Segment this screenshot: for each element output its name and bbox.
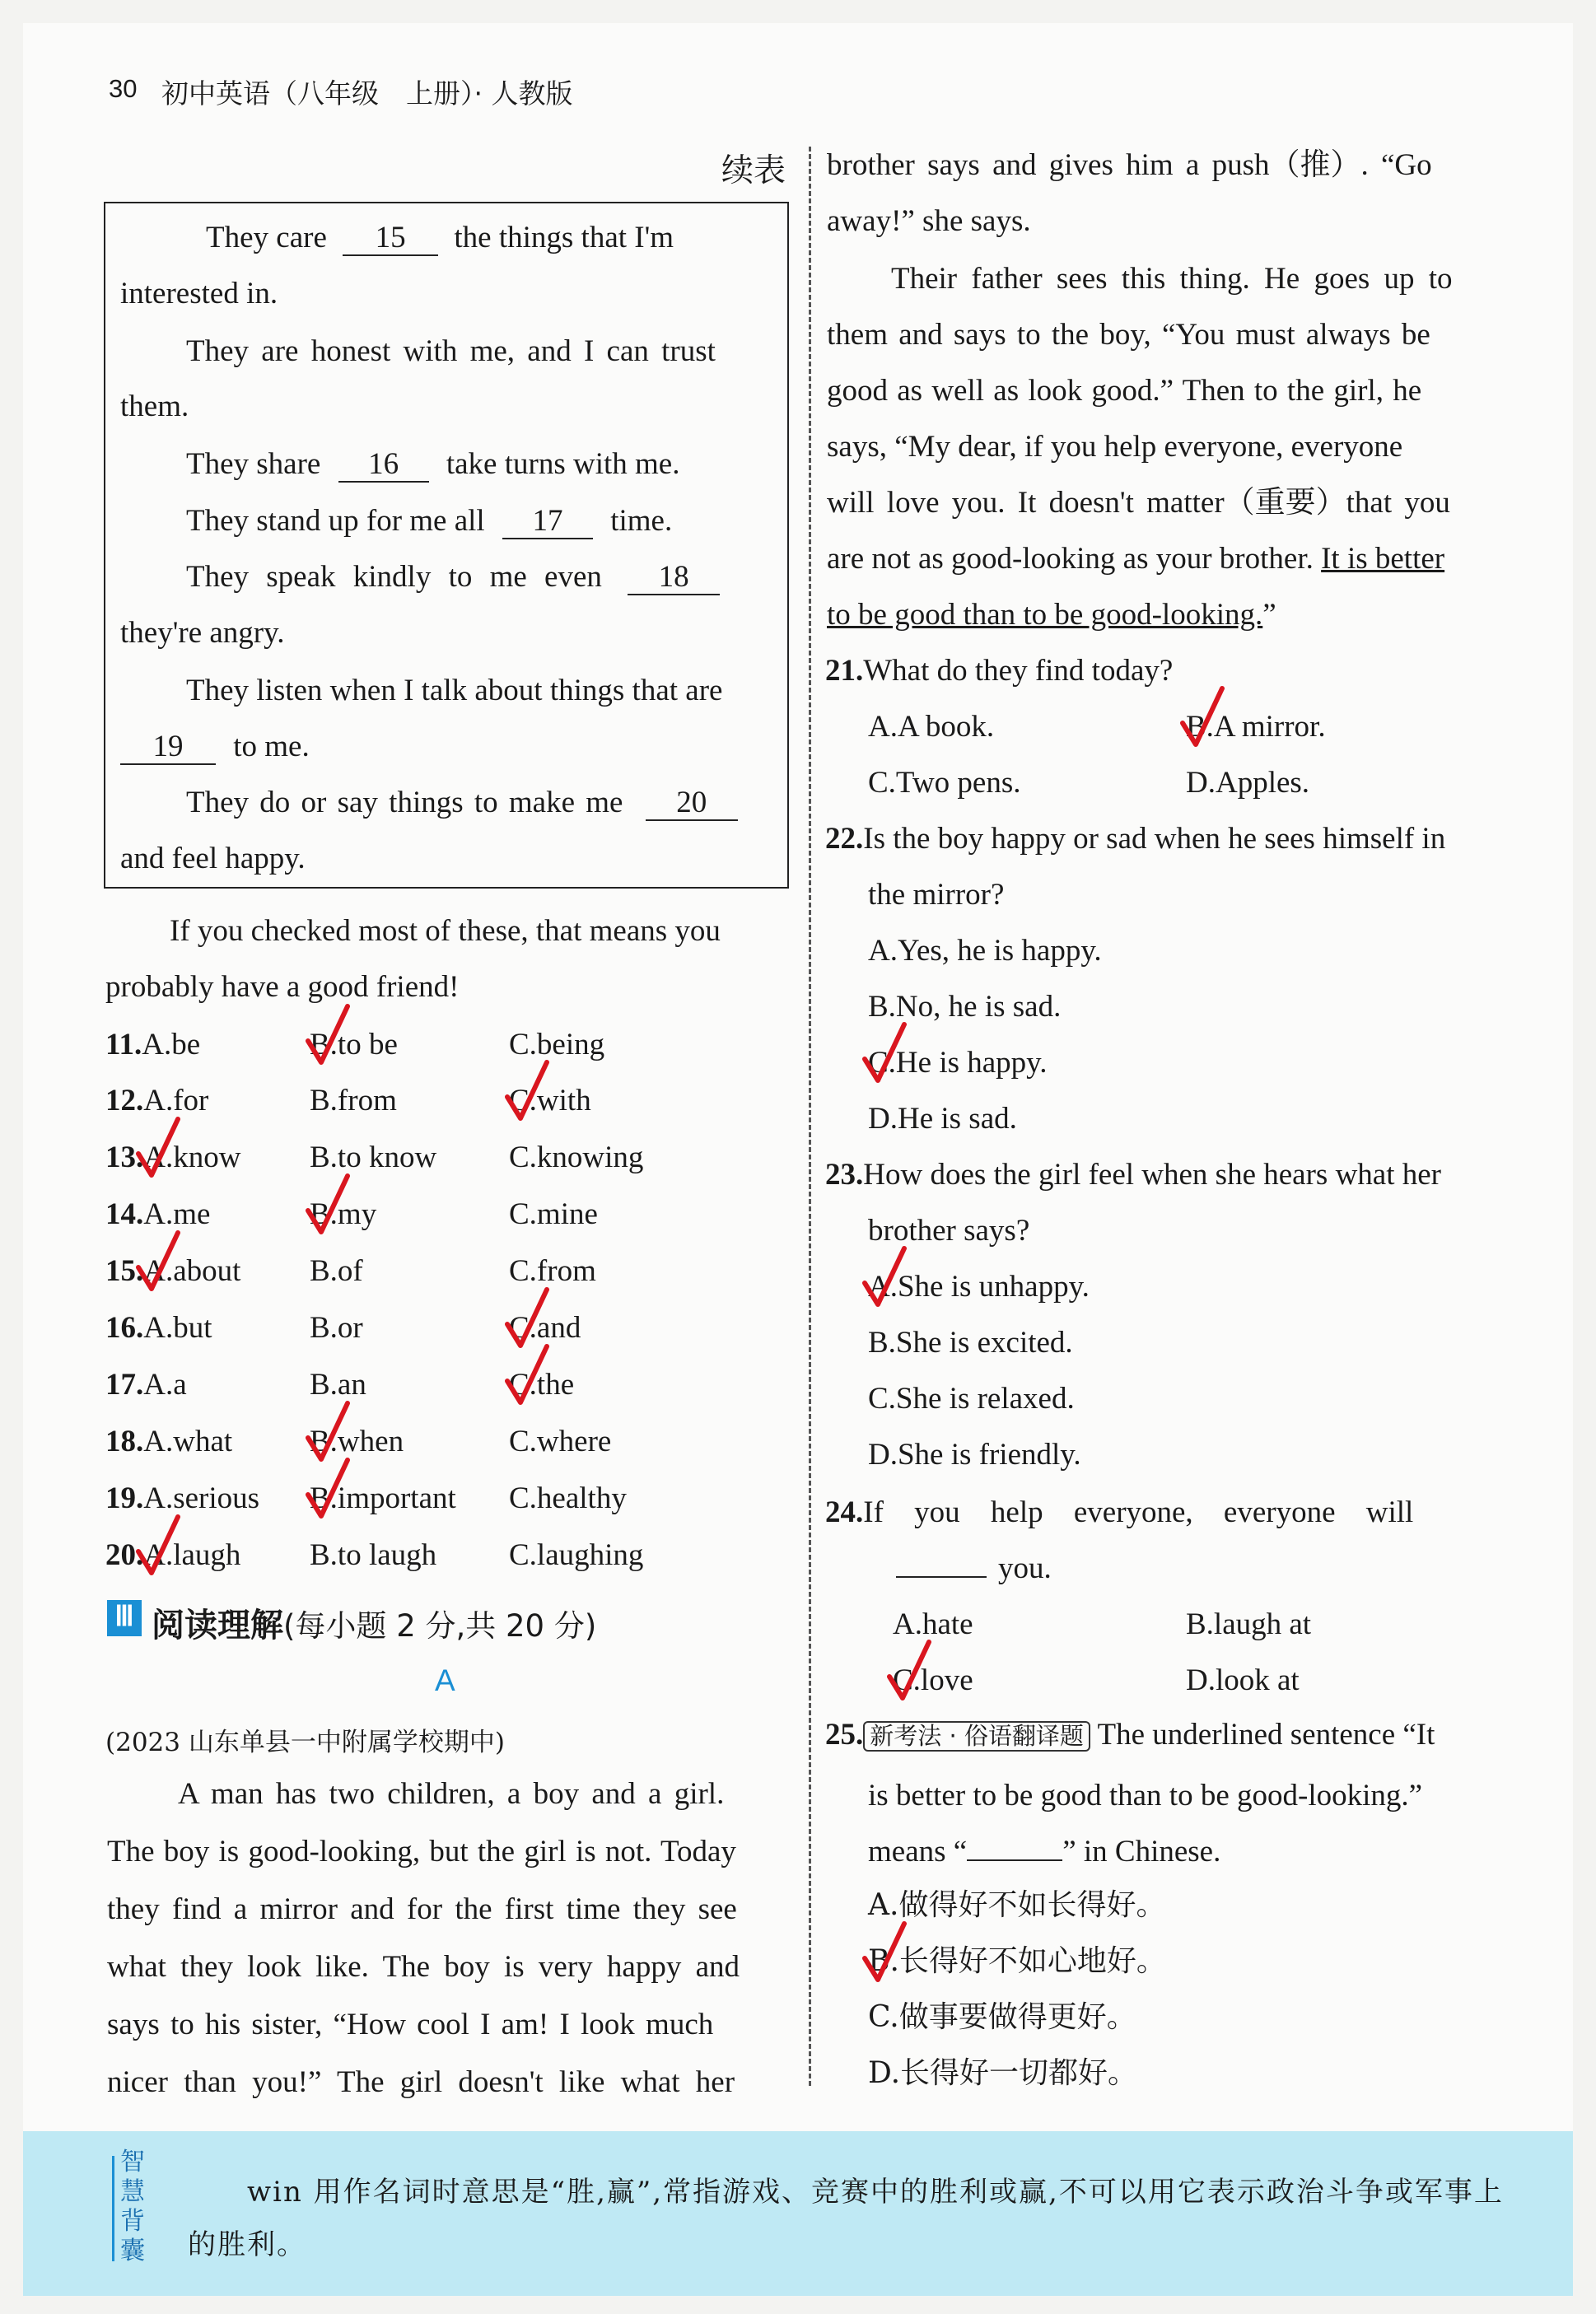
blank-18[interactable]: 18 xyxy=(628,562,720,595)
box-line-7-cont: and feel happy. xyxy=(120,842,306,875)
box-line-6-cont: 19 to me. xyxy=(120,731,310,765)
passage-line: what they look like. The boy is very happy and xyxy=(107,1950,740,1984)
blank-16[interactable]: 16 xyxy=(338,449,429,483)
cloze-17-option-b[interactable]: B.an xyxy=(310,1368,366,1402)
page-number: 30 xyxy=(109,74,138,103)
q22-option-b[interactable]: B.No, he is sad. xyxy=(868,990,1062,1024)
cloze-item-12: 12.A.for xyxy=(105,1084,209,1117)
book-title: 初中英语（八年级 上册）· 人教版 xyxy=(161,77,573,110)
q21-option-b[interactable]: B.A mirror. xyxy=(1186,710,1326,744)
summary-line-2: probably have a good friend! xyxy=(105,970,460,1004)
q22-option-c[interactable]: C.He is happy. xyxy=(868,1046,1048,1080)
cloze-item-19: 19.A.serious xyxy=(105,1481,260,1515)
cloze-item-20: 20.A.laugh xyxy=(105,1538,241,1572)
blank-17[interactable]: 17 xyxy=(502,506,593,539)
passage-line: A man has two children, a boy and a girl. xyxy=(178,1777,725,1811)
question-25-cont: is better to be good than to be good-looking.” xyxy=(868,1779,1423,1812)
cloze-item-15: 15.A.about xyxy=(105,1254,241,1288)
tip-box-label: 智慧背囊 xyxy=(120,2148,145,2265)
q25-option-a[interactable]: A.做得好不如长得好。 xyxy=(868,1888,1166,1922)
box-line-5-cont: they're angry. xyxy=(120,616,285,650)
q23-option-a[interactable]: A.She is unhappy. xyxy=(868,1270,1090,1304)
source-note: (2023 山东单县一中附属学校期中) xyxy=(105,1728,505,1757)
underlined-sentence: to be good than to be good-looking. xyxy=(827,598,1263,632)
passage-line: will love you. It doesn't matter（重要）that you xyxy=(827,486,1450,520)
tip-box-accent-bar xyxy=(112,2156,114,2261)
cloze-19-option-b[interactable]: B.important xyxy=(310,1481,456,1515)
blank-20[interactable]: 20 xyxy=(646,787,738,821)
part-label: A xyxy=(435,1663,455,1697)
passage-line: they find a mirror and for the first time they see xyxy=(107,1892,737,1926)
cloze-15-option-b[interactable]: B.of xyxy=(310,1254,363,1288)
q25-answer-blank[interactable] xyxy=(967,1859,1062,1861)
q24-option-b[interactable]: B.laugh at xyxy=(1186,1607,1312,1641)
q24-option-d[interactable]: D.look at xyxy=(1186,1663,1300,1697)
tip-box xyxy=(23,2131,1573,2296)
q25-option-c[interactable]: C.做事要做得更好。 xyxy=(868,2000,1136,2034)
q23-option-c[interactable]: C.She is relaxed. xyxy=(868,1382,1075,1416)
cloze-20-option-c[interactable]: C.laughing xyxy=(509,1538,644,1572)
box-line-1-cont: interested in. xyxy=(120,277,278,310)
continued-label: 续表 xyxy=(721,152,786,189)
question-21: 21.What do they find today? xyxy=(825,654,1174,688)
q23-option-b[interactable]: B.She is excited. xyxy=(868,1326,1073,1360)
q22-option-d[interactable]: D.He is sad. xyxy=(868,1102,1017,1136)
box-line-2: They are honest with me, and I can trust xyxy=(186,334,716,368)
cloze-item-18: 18.A.what xyxy=(105,1425,233,1458)
box-line-2-cont: them. xyxy=(120,390,189,423)
question-22-cont: the mirror? xyxy=(868,878,1005,912)
blank-15[interactable]: 15 xyxy=(343,222,438,256)
q24-answer-blank[interactable] xyxy=(896,1576,987,1578)
question-23-cont: brother says? xyxy=(868,1214,1030,1248)
question-24: 24.If you help everyone, everyone will xyxy=(825,1495,1414,1529)
box-line-3: They share 16 take turns with me. xyxy=(186,447,680,481)
question-24-cont: you. xyxy=(896,1553,1052,1584)
box-line-7: They do or say things to make me 20 xyxy=(186,787,738,821)
cloze-12-option-b[interactable]: B.from xyxy=(310,1084,397,1117)
passage-line: says, “My dear, if you help everyone, everyone xyxy=(827,430,1403,464)
summary-line-1: If you checked most of these, that means you xyxy=(170,914,721,948)
passage-line: says to his sister, “How cool I am! I look much xyxy=(107,2008,714,2041)
cloze-20-option-b[interactable]: B.to laugh xyxy=(310,1538,437,1572)
passage-line: away!” she says. xyxy=(827,204,1031,238)
cloze-16-option-c[interactable]: C.and xyxy=(509,1311,581,1345)
passage-line: are not as good-looking as your brother. It is better xyxy=(827,542,1445,576)
column-divider xyxy=(809,147,811,2086)
cloze-13-option-b[interactable]: B.to know xyxy=(310,1141,437,1174)
cloze-item-14: 14.A.me xyxy=(105,1197,211,1231)
section-title: 阅读理解(每小题 2 分,共 20 分) xyxy=(152,1607,597,1645)
cloze-14-option-c[interactable]: C.mine xyxy=(509,1197,598,1231)
cloze-12-option-c[interactable]: C.with xyxy=(509,1084,591,1117)
q24-option-a[interactable]: A.hate xyxy=(893,1607,973,1641)
underlined-sentence: It is better xyxy=(1321,542,1445,576)
q25-option-b[interactable]: B.长得好不如心地好。 xyxy=(868,1944,1166,1978)
q24-option-c[interactable]: C.love xyxy=(893,1663,973,1697)
cloze-item-11: 11.A.be xyxy=(105,1028,201,1061)
q23-option-d[interactable]: D.She is friendly. xyxy=(868,1438,1081,1472)
question-25: 25. 新考法 · 俗语翻译题 The underlined sentence “It xyxy=(825,1718,1435,1752)
question-23: 23.How does the girl feel when she hears what her xyxy=(825,1158,1441,1192)
cloze-19-option-c[interactable]: C.healthy xyxy=(509,1481,627,1515)
cloze-17-option-c[interactable]: C.the xyxy=(509,1368,575,1402)
q25-option-d[interactable]: D.长得好一切都好。 xyxy=(868,2056,1138,2090)
cloze-15-option-c[interactable]: C.from xyxy=(509,1254,596,1288)
cloze-13-option-c[interactable]: C.knowing xyxy=(509,1141,644,1174)
passage-line: them and says to the boy, “You must always be xyxy=(827,318,1430,352)
passage-line: good as well as look good.” Then to the girl, he xyxy=(827,374,1422,408)
passage-line: Their father sees this thing. He goes up to xyxy=(891,262,1453,296)
box-line-5: They speak kindly to me even 18 xyxy=(186,562,720,595)
passage-line: brother says and gives him a push（推）. “Go xyxy=(827,148,1432,182)
cloze-11-option-b[interactable]: B.to be xyxy=(310,1028,398,1061)
question-25-cont: means “ ” in Chinese. xyxy=(868,1835,1221,1868)
q22-option-a[interactable]: A.Yes, he is happy. xyxy=(868,934,1102,968)
box-line-4: They stand up for me all 17 time. xyxy=(186,504,673,538)
tip-text-line-1: win 用作名词时意思是“胜,赢”,常指游戏、竞赛中的胜利或赢,不可以用它表示政治斗争或军事上 xyxy=(247,2176,1504,2209)
cloze-18-option-b[interactable]: B.when xyxy=(310,1425,404,1458)
cloze-item-13: 13.A.know xyxy=(105,1141,241,1174)
q21-option-c[interactable]: C.Two pens. xyxy=(868,766,1021,800)
q21-option-d[interactable]: D.Apples. xyxy=(1186,766,1310,800)
box-line-6: They listen when I talk about things that are xyxy=(186,674,723,707)
cloze-item-17: 17.A.a xyxy=(105,1368,187,1402)
tip-text-line-2: 的胜利。 xyxy=(188,2228,306,2261)
section-number-icon: Ⅲ xyxy=(107,1600,142,1636)
cloze-14-option-b[interactable]: B.my xyxy=(310,1197,377,1231)
cloze-11-option-c[interactable]: C.being xyxy=(509,1028,605,1061)
blank-19[interactable]: 19 xyxy=(120,731,216,765)
passage-line: The boy is good-looking, but the girl is not. Today xyxy=(107,1835,736,1868)
cloze-16-option-b[interactable]: B.or xyxy=(310,1311,363,1345)
q21-option-a[interactable]: A.A book. xyxy=(868,710,995,744)
passage-line: to be good than to be good-looking.” xyxy=(827,598,1276,632)
cloze-item-16: 16.A.but xyxy=(105,1311,212,1345)
question-22: 22.Is the boy happy or sad when he sees himself in xyxy=(825,822,1446,856)
cloze-18-option-c[interactable]: C.where xyxy=(509,1425,612,1458)
question-type-tag: 新考法 · 俗语翻译题 xyxy=(863,1721,1090,1752)
passage-line: nicer than you!” The girl doesn't like what her xyxy=(107,2065,735,2099)
box-line-1: They care 15 the things that I'm xyxy=(206,221,674,254)
